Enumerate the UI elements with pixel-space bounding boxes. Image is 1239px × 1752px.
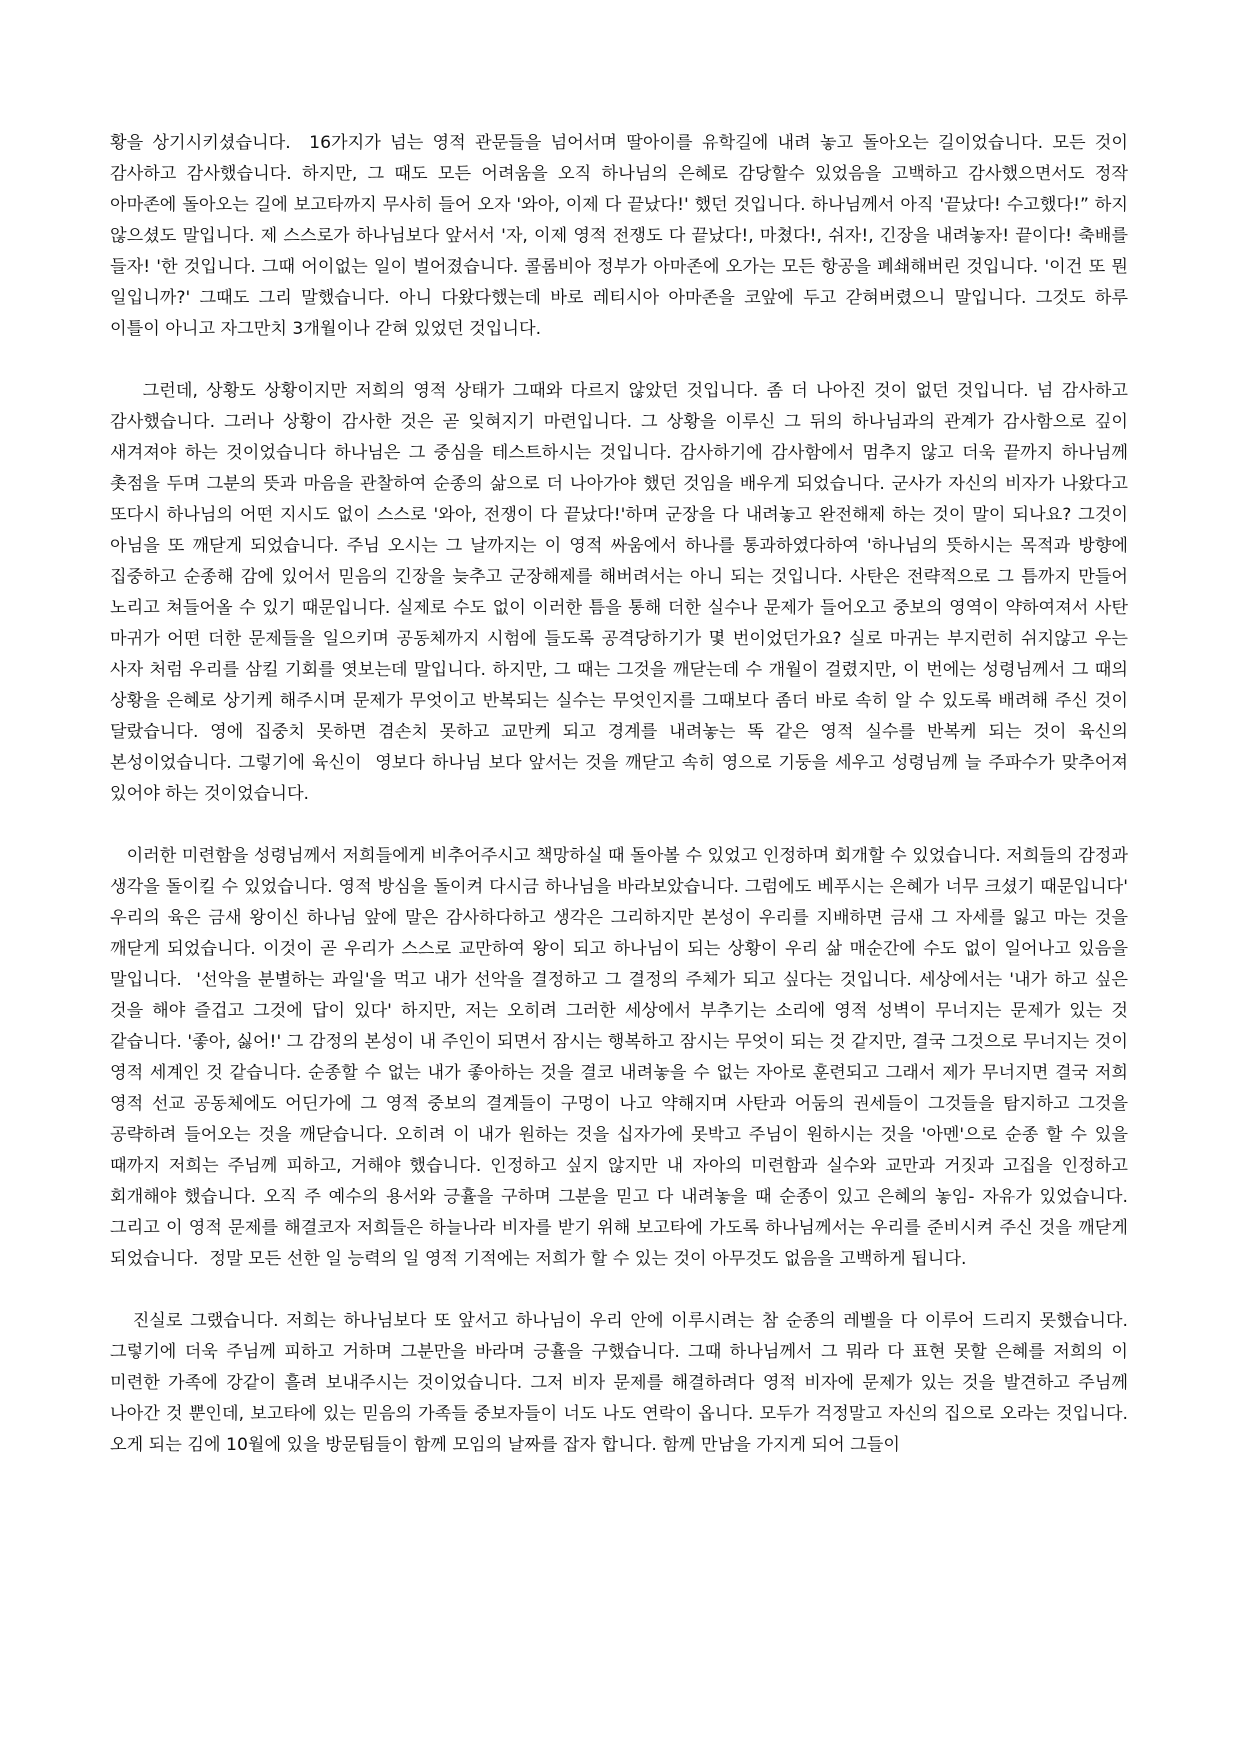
paragraph-3: 이러한 미련함을 성령님께서 저희들에게 비추어주시고 책망하실 때 돌아볼 수 있었고 인정하며 회개할 수 있었습니다. 저희들의 감정과 생각을 돌이킬 수 있었습니다. 영적 방심을 돌이켜 다시금 하나님을 바라보았습니다. 그럼에도 베푸시는 은혜가 너무 크셨기 때문입니다' 우리의 육은 금새 왕이신 하나님 앞에 말은 감사하다하고 생각은 그리하지만 본성이 우리를 지배하면 금새 그 자세를 잃고 마는 것을 깨닫게 되었습니다. 이것이 곧 우리가 스스로 교만하여 왕이 되고 하나님이 되는 상황이 우리 삶 매순간에 수도 없이 일어나고 있음을 말입니다. '선악을 분별하는 과일'을 먹고 내가 선악을 결정하고 그 결정의 주체가 되고 싶다는 것입니다. 세상에서는 '내가 하고 싶은 것을 해야 즐겁고 그것에 답이 있다' 하지만, 저는 오히려 그러한 세상에서 부추기는 소리에 영적 성벽이 무너지는 문제가 있는 것 같습니다. '좋아, 싫어!' 그 감정의 본성이 내 주인이 되면서 잠시는 행복하고 잠시는 무엇이 되는 것 같지만, 결국 그것으로 무너지는 것이 영적 세계인 것 같습니다. 순종할 수 없는 내가 좋아하는 것을 결코 내려놓을 수 없는 자아로 훈련되고 그래서 제가 무너지면 결국 저희 영적 선교 공동체에도 어딘가에 그 영적 중보의 결계들이 구멍이 나고 약해지며 사탄과 어둠의 권세들이 그것들을 탐지하고 그것을 공략하려 들어오는 것을 깨닫습니다. 오히려 이 내가 원하는 것을 십자가에 못박고 주님이 원하시는 것을 '아멘'으로 순종 할 수 있을 때까지 저희는 주님께 피하고, 거해야 했습니다. 인정하고 싶지 않지만 내 자아의 미련함과 실수와 교만과 거짓과 고집을 인정하고 회개해야 했습니다. 오직 주 예수의 용서와 긍휼을 구하며 그분을 믿고 다 내려놓을 때 순종이 있고 은혜의 놓임- 자유가 있었습니다. 그리고 이 영적 문제를 해결코자 저희들은 하늘나라 비자를 받기 위해 보고타에 가도록 하나님께서는 우리를 준비시켜 주신 것을 깨닫게 되었습니다. 정말 모든 선한 일 능력의 일 영적 기적에는 저희가 할 수 있는 것이 아무것도 없음을 고백하게 됩니다. <box>110 846 1134 1269</box>
paragraph-4: 진실로 그랬습니다. 저희는 하나님보다 또 앞서고 하나님이 우리 안에 이루시려는 참 순종의 레벨을 다 이루어 드리지 못했습니다. 그렇기에 더욱 주님께 피하고 거하며 그분만을 바라며 긍휼을 구했습니다. 그때 하나님께서 그 뭐라 다 표현 못할 은혜를 저희의 이 미련한 가족에 강같이 흘려 보내주시는 것이었습니다. 그저 비자 문제를 해결하려다 영적 비자에 문제가 있는 것을 발견하고 주님께 나아간 것 뿐인데, 보고타에 있는 믿음의 가족들 중보자들이 너도 나도 연락이 옵니다. 모두가 걱정말고 자신의 집으로 오라는 것입니다. 오게 되는 김에 10월에 있을 방문팀들이 함께 모임의 날짜를 잡자 합니다. 함께 만남을 가지게 되어 그들이 <box>110 1311 1134 1455</box>
paragraph-2: 그런데, 상황도 상황이지만 저희의 영적 상태가 그때와 다르지 않았던 것입니다. 좀 더 나아진 것이 없던 것입니다. 넘 감사하고 감사했습니다. 그러나 상황이 감사한 것은 곧 잊혀지기 마련입니다. 그 상황을 이루신 그 뒤의 하나님과의 관계가 감사함으로 깊이 새겨져야 하는 것이었습니다 하나님은 그 중심을 테스트하시는 것입니다. 감사하기에 감사함에서 멈추지 않고 더욱 끝까지 하나님께 촛점을 두며 그분의 뜻과 마음을 관찰하여 순종의 삶으로 더 나아가야 했던 것임을 배우게 되었습니다. 군사가 자신의 비자가 나왔다고 또다시 하나님의 어떤 지시도 없이 스스로 '와아, 전쟁이 다 끝났다!'하며 군장을 다 내려놓고 완전해제 하는 것이 말이 되나요? 그것이 아님을 또 깨닫게 되었습니다. 주님 오시는 그 날까지는 이 영적 싸움에서 하나를 통과하였다하여 '하나님의 뜻하시는 목적과 방향에 집중하고 순종해 감에 있어서 믿음의 긴장을 늦추고 군장해제를 해버려서는 아니 되는 것입니다. 사탄은 전략적으로 그 틈까지 만들어 노리고 쳐들어올 수 있기 때문입니다. 실제로 수도 없이 이러한 틈을 통해 더한 실수나 문제가 들어오고 중보의 영역이 약하여져서 사탄 마귀가 어떤 더한 문제들을 일으키며 공동체까지 시험에 들도록 공격당하기가 몇 번이었던가요? 실로 마귀는 부지런히 쉬지않고 우는 사자 처럼 우리를 삼킬 기회를 엿보는데 말입니다. 하지만, 그 때는 그것을 깨닫는데 수 개월이 걸렸지만, 이 번에는 성령님께서 그 때의 상황을 은혜로 상기케 해주시며 문제가 무엇이고 반복되는 실수는 무엇인지를 그때보다 좀더 바로 속히 알 수 있도록 배려해 주신 것이 달랐습니다. 영에 집중치 못하면 겸손치 못하고 교만케 되고 경계를 내려놓는 똑 같은 영적 실수를 반복케 되는 것이 육신의 본성이었습니다. 그렇기에 육신이 영보다 하나님 보다 앞서는 것을 깨닫고 속히 영으로 기둥을 세우고 성령님께 늘 주파수가 맞추어져 있어야 하는 것이었습니다. <box>110 381 1134 804</box>
document-page <box>110 128 1134 1461</box>
paragraph-1: 황을 상기시키셨습니다. 16가지가 넘는 영적 관문들을 넘어서며 딸아이를 유학길에 내려 놓고 돌아오는 길이었습니다. 모든 것이 감사하고 감사했습니다. 하지만, 그 때도 모든 어려움을 오직 하나님의 은혜로 감당할수 있었음을 고백하고 감사했으면서도 정작 아마존에 돌아오는 길에 보고타까지 무사히 들어 오자 '와아, 이제 다 끝났다!' 했던 것입니다. 하나님께서 아직 '끝났다! 수고했다!” 하지 않으셨도 말입니다. 제 스스로가 하나님보다 앞서서 '자, 이제 영적 전쟁도 다 끝났다!, 마쳤다!, 쉬자!, 긴장을 내려놓자! 끝이다! 축배를 들자! '한 것입니다. 그때 어이없는 일이 벌어졌습니다. 콜롬비아 정부가 아마존에 오가는 모든 항공을 폐쇄해버린 것입니다. '이건 또 뭔 일입니까?' 그때도 그리 말했습니다. 아니 다왔다했는데 바로 레티시아 아마존을 코앞에 두고 갇혀버렸으니 말입니다. 그것도 하루 이틀이 아니고 자그만치 3개월이나 갇혀 있었던 것입니다. <box>110 133 1134 339</box>
